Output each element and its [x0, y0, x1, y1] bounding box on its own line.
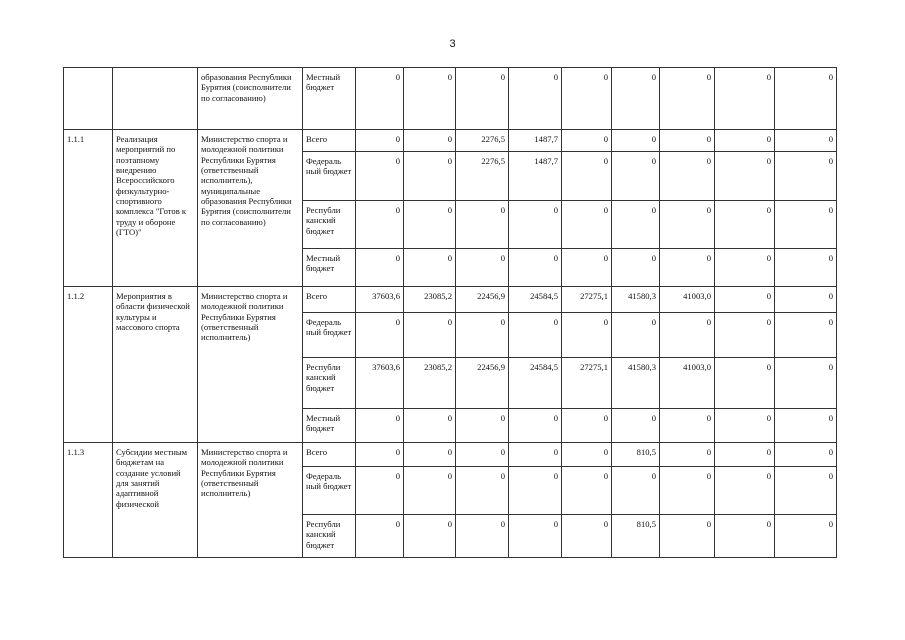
- amount-cell: 0: [404, 409, 456, 443]
- amount-cell: 0: [356, 68, 404, 130]
- amount-cell: 0: [715, 443, 775, 467]
- funding-source-cell: Федераль ный бюджет: [303, 467, 356, 515]
- amount-cell: 0: [356, 313, 404, 358]
- amount-cell: 22456,9: [456, 287, 509, 313]
- amount-cell: 0: [356, 409, 404, 443]
- amount-cell: 0: [660, 313, 715, 358]
- amount-cell: 0: [356, 443, 404, 467]
- amount-cell: 41580,3: [612, 358, 660, 409]
- amount-cell: 41003,0: [660, 287, 715, 313]
- amount-cell: 0: [356, 467, 404, 515]
- measure-name-cell: [113, 68, 198, 130]
- amount-cell: 0: [775, 68, 837, 130]
- amount-cell: 0: [715, 68, 775, 130]
- amount-cell: 0: [509, 68, 562, 130]
- amount-cell: 24584,5: [509, 358, 562, 409]
- amount-cell: 24584,5: [509, 287, 562, 313]
- amount-cell: 27275,1: [562, 358, 612, 409]
- amount-cell: 0: [562, 130, 612, 152]
- measure-name-cell: Реализация мероприятий по поэтапному внедрению Всероссийского физкультурно-спортивного комплекса "Готов к труду и обороне (ГТО)": [113, 130, 198, 287]
- amount-cell: 0: [509, 201, 562, 249]
- amount-cell: 0: [562, 443, 612, 467]
- amount-cell: 0: [509, 249, 562, 287]
- amount-cell: 0: [612, 68, 660, 130]
- amount-cell: 0: [775, 515, 837, 558]
- amount-cell: 0: [715, 152, 775, 201]
- amount-cell: 0: [775, 443, 837, 467]
- funding-source-cell: Местный бюджет: [303, 409, 356, 443]
- amount-cell: 0: [562, 152, 612, 201]
- amount-cell: 0: [562, 409, 612, 443]
- amount-cell: 0: [562, 467, 612, 515]
- amount-cell: 0: [715, 249, 775, 287]
- amount-cell: 0: [715, 515, 775, 558]
- amount-cell: 1487,7: [509, 130, 562, 152]
- measure-code-cell: 1.1.3: [64, 443, 113, 558]
- amount-cell: 0: [715, 313, 775, 358]
- amount-cell: 0: [456, 201, 509, 249]
- amount-cell: 0: [356, 152, 404, 201]
- amount-cell: 0: [456, 409, 509, 443]
- amount-cell: 0: [715, 287, 775, 313]
- amount-cell: 0: [612, 130, 660, 152]
- table-row: [64, 68, 837, 130]
- executor-cell: Министерство спорта и молодежной политики Республики Бурятия (ответственный исполнитель): [198, 287, 303, 443]
- amount-cell: 2276,5: [456, 152, 509, 201]
- amount-cell: 0: [404, 201, 456, 249]
- funding-source-cell: Всего: [303, 443, 356, 467]
- amount-cell: 0: [715, 130, 775, 152]
- amount-cell: 23085,2: [404, 358, 456, 409]
- budget-table: [63, 67, 837, 558]
- amount-cell: 0: [715, 358, 775, 409]
- amount-cell: 0: [612, 409, 660, 443]
- funding-source-cell: Местный бюджет: [303, 249, 356, 287]
- amount-cell: 0: [775, 152, 837, 201]
- amount-cell: 37603,6: [356, 287, 404, 313]
- amount-cell: 0: [775, 313, 837, 358]
- amount-cell: 0: [404, 515, 456, 558]
- measure-name-cell: Мероприятия в области физической культуры и массового спорта: [113, 287, 198, 443]
- amount-cell: 0: [612, 313, 660, 358]
- amount-cell: 0: [509, 313, 562, 358]
- amount-cell: 0: [404, 130, 456, 152]
- amount-cell: 0: [404, 467, 456, 515]
- amount-cell: 0: [612, 152, 660, 201]
- amount-cell: 0: [775, 201, 837, 249]
- amount-cell: 0: [660, 443, 715, 467]
- amount-cell: 0: [660, 152, 715, 201]
- funding-source-cell: Федераль ный бюджет: [303, 152, 356, 201]
- amount-cell: 0: [456, 443, 509, 467]
- amount-cell: 0: [775, 358, 837, 409]
- amount-cell: 0: [660, 467, 715, 515]
- amount-cell: 0: [456, 249, 509, 287]
- amount-cell: 0: [509, 515, 562, 558]
- amount-cell: 0: [404, 152, 456, 201]
- amount-cell: 0: [356, 201, 404, 249]
- amount-cell: 0: [562, 68, 612, 130]
- executor-cell: Министерство спорта и молодежной политики Республики Бурятия (ответственный исполнитель): [198, 443, 303, 558]
- amount-cell: 27275,1: [562, 287, 612, 313]
- amount-cell: 0: [562, 313, 612, 358]
- amount-cell: 0: [660, 249, 715, 287]
- amount-cell: 0: [509, 409, 562, 443]
- funding-source-cell: Республи канский бюджет: [303, 358, 356, 409]
- amount-cell: 0: [775, 249, 837, 287]
- amount-cell: 0: [562, 249, 612, 287]
- amount-cell: 0: [509, 443, 562, 467]
- measure-code-cell: 1.1.2: [64, 287, 113, 443]
- amount-cell: 22456,9: [456, 358, 509, 409]
- funding-source-cell: Республи канский бюджет: [303, 201, 356, 249]
- amount-cell: 0: [660, 130, 715, 152]
- amount-cell: 0: [404, 68, 456, 130]
- amount-cell: 0: [404, 443, 456, 467]
- page-number: 3: [449, 38, 456, 50]
- table-row: [64, 130, 837, 152]
- amount-cell: 0: [456, 467, 509, 515]
- amount-cell: 0: [660, 68, 715, 130]
- funding-source-cell: Местный бюджет: [303, 68, 356, 130]
- amount-cell: 0: [660, 515, 715, 558]
- amount-cell: 810,5: [612, 515, 660, 558]
- measure-code-cell: [64, 68, 113, 130]
- amount-cell: 0: [456, 515, 509, 558]
- amount-cell: 0: [404, 313, 456, 358]
- amount-cell: 0: [404, 249, 456, 287]
- funding-source-cell: Федераль ный бюджет: [303, 313, 356, 358]
- funding-source-cell: Республи канский бюджет: [303, 515, 356, 558]
- amount-cell: 0: [562, 201, 612, 249]
- executor-cell: образования Республики Бурятия (соисполнители по согласованию): [198, 68, 303, 130]
- amount-cell: 0: [775, 130, 837, 152]
- amount-cell: 0: [456, 68, 509, 130]
- amount-cell: 37603,6: [356, 358, 404, 409]
- funding-source-cell: Всего: [303, 287, 356, 313]
- table-row: [64, 287, 837, 313]
- measure-name-cell: Субсидии местным бюджетам на создание условий для занятий адаптивной физической: [113, 443, 198, 558]
- amount-cell: 0: [509, 467, 562, 515]
- table-row: [64, 443, 837, 467]
- amount-cell: 0: [356, 130, 404, 152]
- amount-cell: 0: [660, 201, 715, 249]
- amount-cell: 810,5: [612, 443, 660, 467]
- measure-code-cell: 1.1.1: [64, 130, 113, 287]
- amount-cell: 23085,2: [404, 287, 456, 313]
- amount-cell: 1487,7: [509, 152, 562, 201]
- executor-cell: Министерство спорта и молодежной политики Республики Бурятия (ответственный исполнитель), муниципальные образования Республики Бурятия (соисполнители по согласованию): [198, 130, 303, 287]
- amount-cell: 0: [775, 287, 837, 313]
- amount-cell: 2276,5: [456, 130, 509, 152]
- amount-cell: 0: [715, 467, 775, 515]
- amount-cell: 0: [356, 249, 404, 287]
- amount-cell: 0: [612, 467, 660, 515]
- amount-cell: 41003,0: [660, 358, 715, 409]
- amount-cell: 0: [562, 515, 612, 558]
- amount-cell: 41580,3: [612, 287, 660, 313]
- amount-cell: 0: [660, 409, 715, 443]
- table-body: [64, 68, 837, 558]
- amount-cell: 0: [715, 409, 775, 443]
- funding-source-cell: Всего: [303, 130, 356, 152]
- amount-cell: 0: [775, 409, 837, 443]
- amount-cell: 0: [456, 313, 509, 358]
- amount-cell: 0: [612, 201, 660, 249]
- amount-cell: 0: [715, 201, 775, 249]
- amount-cell: 0: [775, 467, 837, 515]
- amount-cell: 0: [356, 515, 404, 558]
- amount-cell: 0: [612, 249, 660, 287]
